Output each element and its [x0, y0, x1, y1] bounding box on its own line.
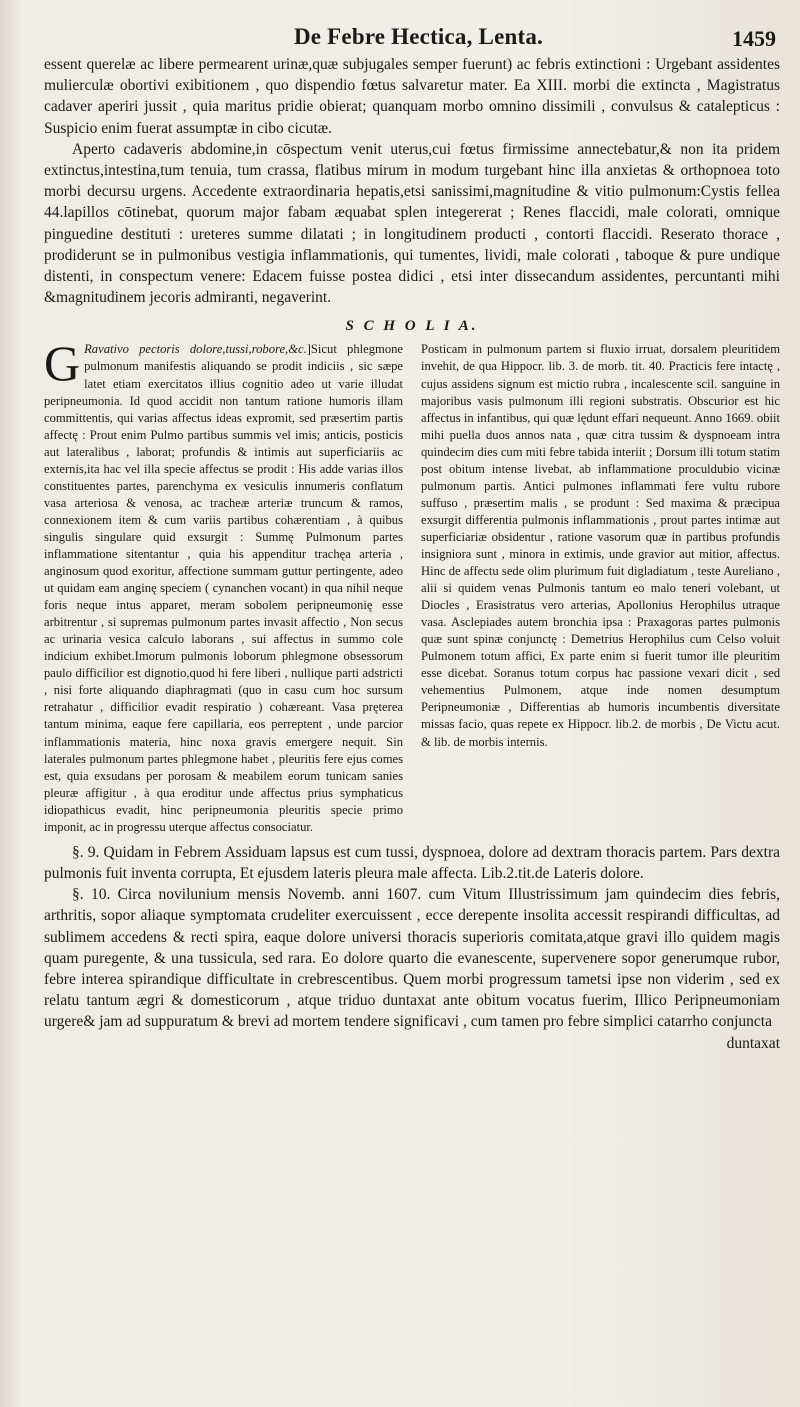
main-text — [44, 54, 780, 308]
dropcap: G — [44, 335, 81, 392]
following-sections — [44, 842, 780, 1054]
paragraph-1: essent querelæ ac libere permearent urinæ,quæ subjugales semper fuerunt) ac febris extinctioni : Urgebant assidentes mulierculæ obortivi exibitionem , quo dispendio fœtus salvaretur mater. Ea XIII. morbi die extincta , Magistratus cadaver aperiri jussit , quia maritus pridie obierat; quanquam morbo omnino dissimili , convulsus & catalepticus : Suspicio enim fuerat assumptæ in cibo cicutæ. — [44, 56, 780, 137]
page-header — [44, 24, 780, 54]
scholia-left-column — [44, 335, 403, 835]
running-title: De Febre Hectica, Lenta. — [294, 24, 543, 49]
scholia-left-text: ]Sicut phlegmone pulmonum manifestis aliquando se prodit indiciis , sic sæpe latet etiam exercitatos illius cognitio adeo ut varie illudat peripneumonia. Id quod accidit non tantum ratione humoris illam committentis, qui varias affectus ideas expromit, sed præsertim partis affectę : Prout enim Pulmo partibus summis vel imis; anticis, posticis aut lateralibus , laborat; profundis & intimis aut superficiariis ac externis,ita hac vel illa specie affectus se prodit : His adde varias illos constituentes partes, parenchyma ex vesiculis innumeris conflatum vasa arteriosa & venosa, ac tracheæ arteriæ truncum & ramos, connexionem item & cum variis partibus cohærentiam , à quibus singulis singulare quid exsurgit : Summę Pulmonum partes inflammatione sitentantur , quia his appenditur trachęa arteria , anginosum quod exoritur, affectione summam guttur pertingente, adeo ut quidam eam anginę speciem ( cynanchen vocant) in qua nihil neque foris neque intus apparet, meram sobolem peripneumonię esse arbitrentur , si supremas pulmonum partes invasit affectio , Non secus ac urinaria vesica calculo laborans , sui affectus in summo cole indicium exhibet.Imorum pulmonis loborum phlegmone obsessorum paulo difficilior est dignotio,quod hi fere liberi , nullique parti adstricti , nisi forte aliquando diaphragmati (quo in casu cum hoc sursum retrahatur , difficilior evadit respiratio ) cohæreant. Vasa pręterea tantum minima, eaque fere capillaria, eos perreptent , unde parcior inflammationis materia, hinc noxa gravis emergere nequit. Sin laterales pulmonum partes phlegmone habet , pleuritis fere ejus comes est, quia exsudans per porosam & meabilem eorum tunicam sanies pleuræ affigitur , à qua eroditur unde affectus prius symphaticus idiopathicus evadit, hinc peripneumonia pleuritis specie primo imponit, ac in progressu uterque affectus consociatur. — [44, 342, 403, 834]
section-9: §. 9. Quidam in Febrem Assiduam lapsus est cum tussi, dyspnoea, dolore ad dextram thoracis partem. Pars dextra pulmonis fuit inventa corrupta, Et ejusdem lateris pleura male affecta. Lib.2.tit.de Lateris dolore. — [44, 843, 780, 882]
paragraph-2: Aperto cadaveris abdomine,in cōspectum venit uterus,cui fœtus firmissime annectebatur,& non ita pridem extinctus,intestina,tum tenuia, tum crassa, flatibus mirum in modum turgebant hinc illa anxietas & orthopnoea toto morbi decursu urgens. Accedente extraordinaria hepatis,etsi sanissimi,magnitudine & vitio pulmonum:Cystis fellea 44.lapillos cōtinebat, quorum major fabam æquabat splen integererat ; Renes flaccidi, male colorati, omnique pinguedine destituti : ureteres summe dilatati ; in longitudinem producti , contorti flaccidi. Reserato thorace , prodiderunt se in pulmonibus vestigia inflammationis, qui tumentes, lividi, male colorati , taboque & pure undique distenti, in conspectum venere: Edacem fuisse postea didici , etsi inter dissecandum assidentes, percuntanti mihi &magnitudinem jecoris admiranti, negaverint. — [44, 140, 780, 307]
scholia-columns — [44, 335, 780, 835]
page-number: 1459 — [732, 26, 776, 51]
scholia-right-text: Posticam in pulmonum partem si fluxio irruat, dorsalem pleuritidem invehit, de qua Hippocr. lib. 3. de morb. tit. 40. Practicis fere intactę , cujus assidens signum est mictio rubra , incalescente scil. sanguine in majoribus vasis pulmonum illi regioni substratis. Obscurior est hic affectus in infantibus, qui quæ lędunt effari nequeunt. Anno 1669. obiit mihi puella duos annos nata , quæ citra tussim & dyspnoeam intra quindecim dies cum miti febre tabida interiit ; Dorsum illi totum statim post obitum intense livebat, ab inflammatione proculdubio vicinæ pulmonum partis. Antici pulmones inflammati fere vultu rubore suffuso , præsertim malis , se produnt : Sed maxima & præcipua exsurgit differentia pulmonis inflammationis , prout partes intimæ aut superficiariæ obsidentur , ratione vasorum quæ in partibus profundis insigniora sunt , minora in extimis, unde gravior aut mitior, affectus. Hinc de affectu sede olim plurimum fuit digladiatum , teste Aureliano , alii si quidem venas Pulmonis tantum eo malo teneri volebant, ut Diocles , Erasistratus vero arterias, Apollonius Herophilus utraque vasa. Asclepiades autem bronchia ipsa : Praxagoras partes pulmonis quæ sunt spinæ conjunctę : Demetrius Herophilus cum Celso voluit Pulmonem totum affici, Ex parte enim si fuerit tumor ille pleuritim esse dicebat. Soranus totum corpus hac passione vexari dicit , sed vehementius Pulmonem, atque inde nomen desumptum Peripneumoniæ , Differentias ab humoris incumbentis diversitate missas facio, quas repete ex Hippocr. lib.2. de morbis , De Victu acut. & lib. de morbis internis. — [421, 342, 780, 749]
catchword: duntaxat — [726, 1034, 780, 1052]
scholia-left-paragraph — [44, 335, 403, 835]
scholia-title: S C H O L I A. — [345, 318, 479, 335]
section-10: §. 10. Circa novilunium mensis Novemb. anni 1607. cum Vitum Illustrissimum jam quindecim dies febris, arthritis, sopor aliaque symptomata crudeliter exercuissent , ecce derepente insolita accessit respirandi difficultas, ad sublimem accedens & recti spira, eaque dolore universi thoracis superioris comitata,atque gravi illo quidem magis quam puregente, & una tussicula, sed rara. Eo dolore quarto die evanescente, supervenere sopor generumque rubor, febre interea spirandique difficultate in crebrescentibus. Quem morbi progressum tametsi ipse non viderim , sed ex relatu tantum ægri & domesticorum , atque triduo duntaxat ante obitum vocatus fuerim, Illico Peripneumoniam urgere& jam ad suppuratum & brevi ad mortem tendere significavi , cum tamen pro febre simplici catarrho conjuncta — [44, 886, 780, 1031]
scholia-right-column — [421, 341, 780, 750]
scholia-lead: Ravativo pectoris dolore,tussi,robore,&c. — [84, 342, 307, 357]
